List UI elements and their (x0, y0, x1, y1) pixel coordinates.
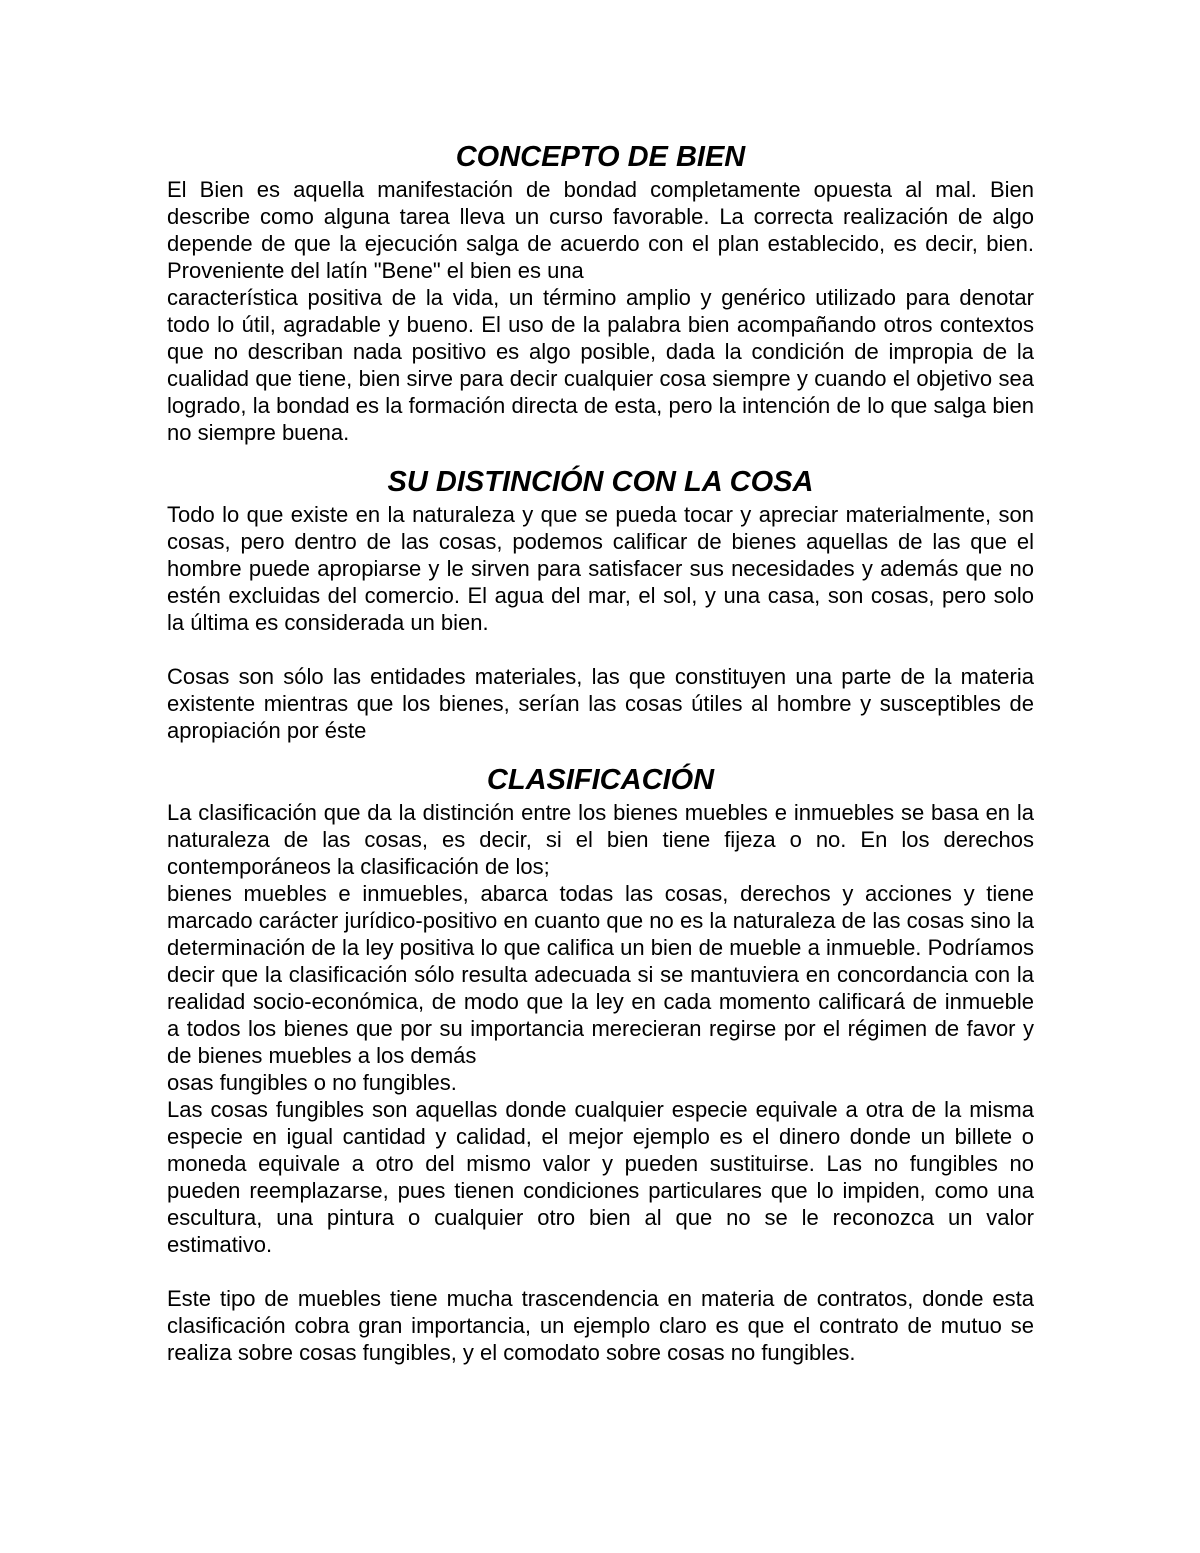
paragraph: La clasificación que da la distinción entre los bienes muebles e inmuebles se basa en la naturaleza de las cosas, es decir, si el bien tiene fijeza o no. En los derechos contemporáneos la clasificación de los; (167, 800, 1034, 879)
paragraph: Todo lo que existe en la naturaleza y que se pueda tocar y apreciar materialmente, son cosas, pero dentro de las cosas, podemos calificar de bienes aquellas de las que el hombre puede apropiarse y le sirven para satisfacer sus necesidades y además que no estén excluidas del comercio. El agua del mar, el sol, y una casa, son cosas, pero solo la última es considerada un bien. (167, 502, 1034, 635)
paragraph: Este tipo de muebles tiene mucha trascendencia en materia de contratos, donde esta clasificación cobra gran importancia, un ejemplo claro es que el contrato de mutuo se realiza sobre cosas fungibles, y el comodato sobre cosas no fungibles. (167, 1286, 1034, 1365)
paragraph: bienes muebles e inmuebles, abarca todas las cosas, derechos y acciones y tiene marcado carácter jurídico-positivo en cuanto que no es la naturaleza de las cosas sino la determinación de la ley positiva lo que califica un bien de mueble a inmueble. Podríamos decir que la clasificación sólo resulta adecuada si se mantuviera en concordancia con la realidad socio-económica, de modo que la ley en cada momento calificará de inmueble a todos los bienes que por su importancia merecieran regirse por el régimen de favor y de bienes muebles a los demás (167, 881, 1034, 1068)
heading-su-distincion-con-la-cosa: SU DISTINCIÓN CON LA COSA (387, 466, 814, 498)
heading-clasificacion: CLASIFICACIÓN (486, 764, 715, 796)
heading-concepto-de-bien: CONCEPTO DE BIEN (455, 141, 746, 173)
paragraph: Cosas son sólo las entidades materiales, las que constituyen una parte de la materia existente mientras que los bienes, serían las cosas útiles al hombre y susceptibles de apropiación por éste (167, 664, 1034, 743)
blank-line (167, 636, 1034, 663)
spacer (167, 446, 1034, 463)
paragraph: osas fungibles o no fungibles. (167, 1070, 457, 1095)
paragraph: El Bien es aquella manifestación de bondad completamente opuesta al mal. Bien describe como alguna tarea lleva un curso favorable. La correcta realización de algo depende de que la ejecución salga de acuerdo con el plan establecido, es decir, bien. Proveniente del latín "Bene" el bien es una (167, 177, 1034, 283)
paragraph: característica positiva de la vida, un término amplio y genérico utilizado para denotar todo lo útil, agradable y bueno. El uso de la palabra bien acompañando otros contextos que no describan nada positivo es algo posible, dada la condición de impropia de la cualidad que tiene, bien sirve para decir cualquier cosa siempre y cuando el objetivo sea logrado, la bondad es la formación directa de esta, pero la intención de lo que salga bien no siempre buena. (167, 285, 1034, 445)
spacer (167, 744, 1034, 761)
blank-line (167, 1258, 1034, 1285)
document-page (167, 138, 1034, 1366)
paragraph: Las cosas fungibles son aquellas donde cualquier especie equivale a otra de la misma especie en igual cantidad y calidad, el mejor ejemplo es el dinero donde un billete o moneda equivale a otro del mismo valor y pueden sustituirse. Las no fungibles no pueden reemplazarse, pues tienen condiciones particulares que lo impiden, como una escultura, una pintura o cualquier otro bien al que no se le reconozca un valor estimativo. (167, 1097, 1034, 1257)
